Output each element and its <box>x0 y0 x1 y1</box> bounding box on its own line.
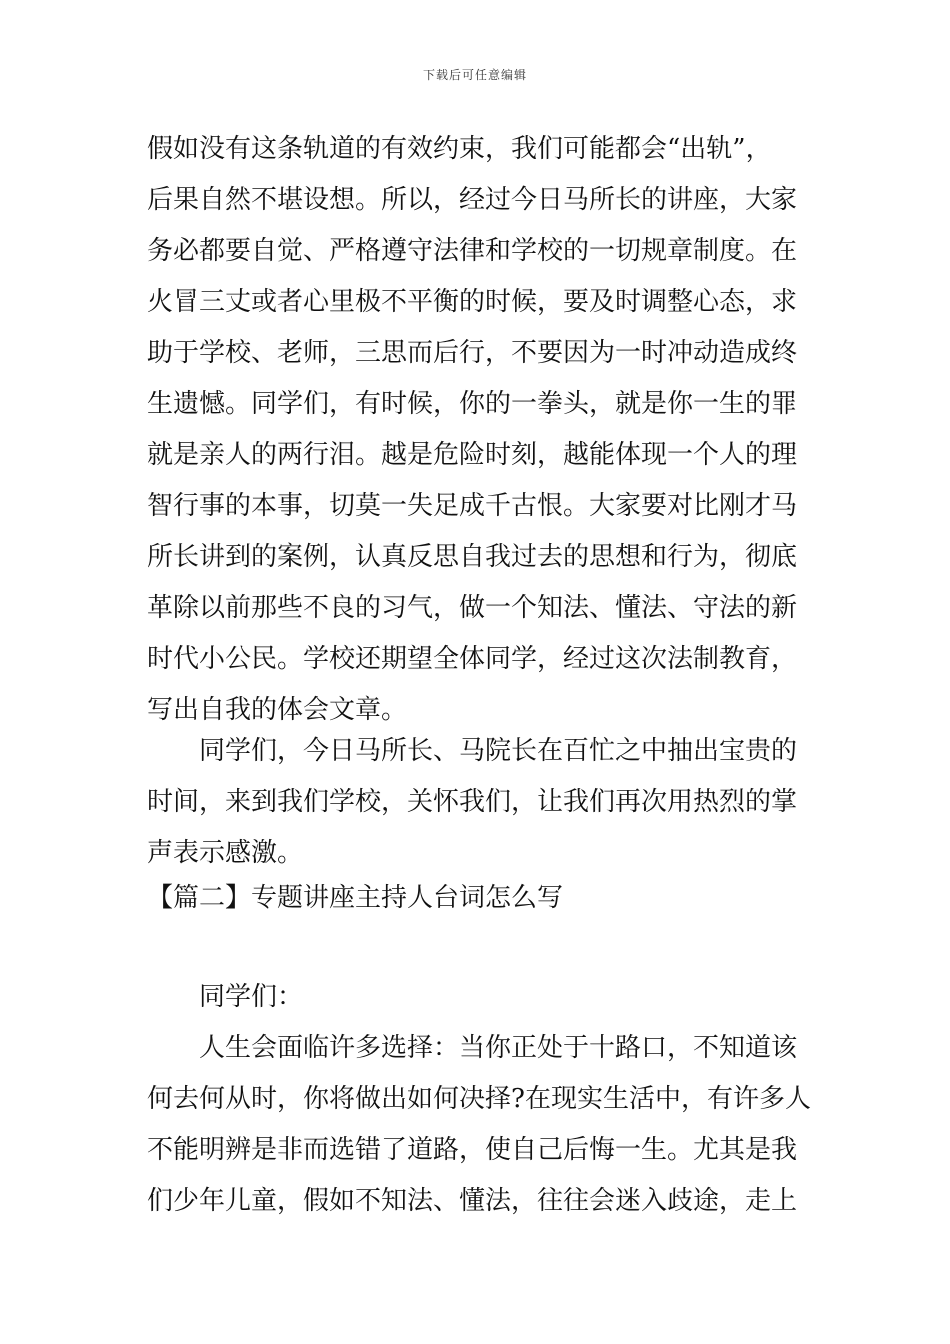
text-line: 不能明辨是非而选错了道路，使自己后悔一生。尤其是我 <box>147 1135 798 1165</box>
header-note: 下载后可任意编辑 <box>422 68 527 82</box>
text-line: 声表示感激。 <box>147 838 304 868</box>
text-line: 革除以前那些不良的习气，做一个知法、懂法、守法的新 <box>147 593 798 623</box>
text-line: 助于学校、老师，三思而后行，不要因为一时冲动造成终 <box>147 338 798 368</box>
text-line: 同学们，今日马所长、马院长在百忙之中抽出宝贵的 <box>199 736 798 766</box>
text-line: 智行事的本事，切莫一失足成千古恨。大家要对比刚才马 <box>147 491 798 521</box>
text-line: 人生会面临许多选择：当你正处于十路口，不知道该 <box>199 1033 798 1063</box>
text-line: 生遗憾。同学们，有时候，你的一拳头，就是你一生的罪 <box>147 389 798 419</box>
paragraph-2 <box>147 726 807 879</box>
text-line: 所长讲到的案例，认真反思自我过去的思想和行为，彻底 <box>147 542 798 572</box>
section-heading: 【篇二】专题讲座主持人台词怎么写 <box>147 883 564 913</box>
paragraph-1 <box>147 124 807 736</box>
text-line: 后果自然不堪设想。所以，经过今日马所长的讲座，大家 <box>147 185 798 215</box>
greeting-line: 同学们： <box>199 982 304 1012</box>
text-line: 何去何从时，你将做出如何决择?在现实生活中，有许多人 <box>147 1084 811 1114</box>
text-line: 火冒三丈或者心里极不平衡的时候，要及时调整心态，求 <box>147 287 798 317</box>
text-line: 们少年儿童，假如不知法、懂法，往往会迷入歧途，走上 <box>147 1186 798 1216</box>
text-line: 假如没有这条轨道的有效约束，我们可能都会“出轨”， <box>147 134 772 164</box>
text-line: 就是亲人的两行泪。越是危险时刻，越能体现一个人的理 <box>147 440 798 470</box>
text-line: 时间，来到我们学校，关怀我们，让我们再次用热烈的掌 <box>147 787 798 817</box>
text-line: 务必都要自觉、严格遵守法律和学校的一切规章制度。在 <box>147 236 798 266</box>
text-line: 时代小公民。学校还期望全体同学，经过这次法制教育， <box>147 644 798 674</box>
paragraph-3 <box>147 972 811 1227</box>
text-line: 写出自我的体会文章。 <box>147 695 408 725</box>
